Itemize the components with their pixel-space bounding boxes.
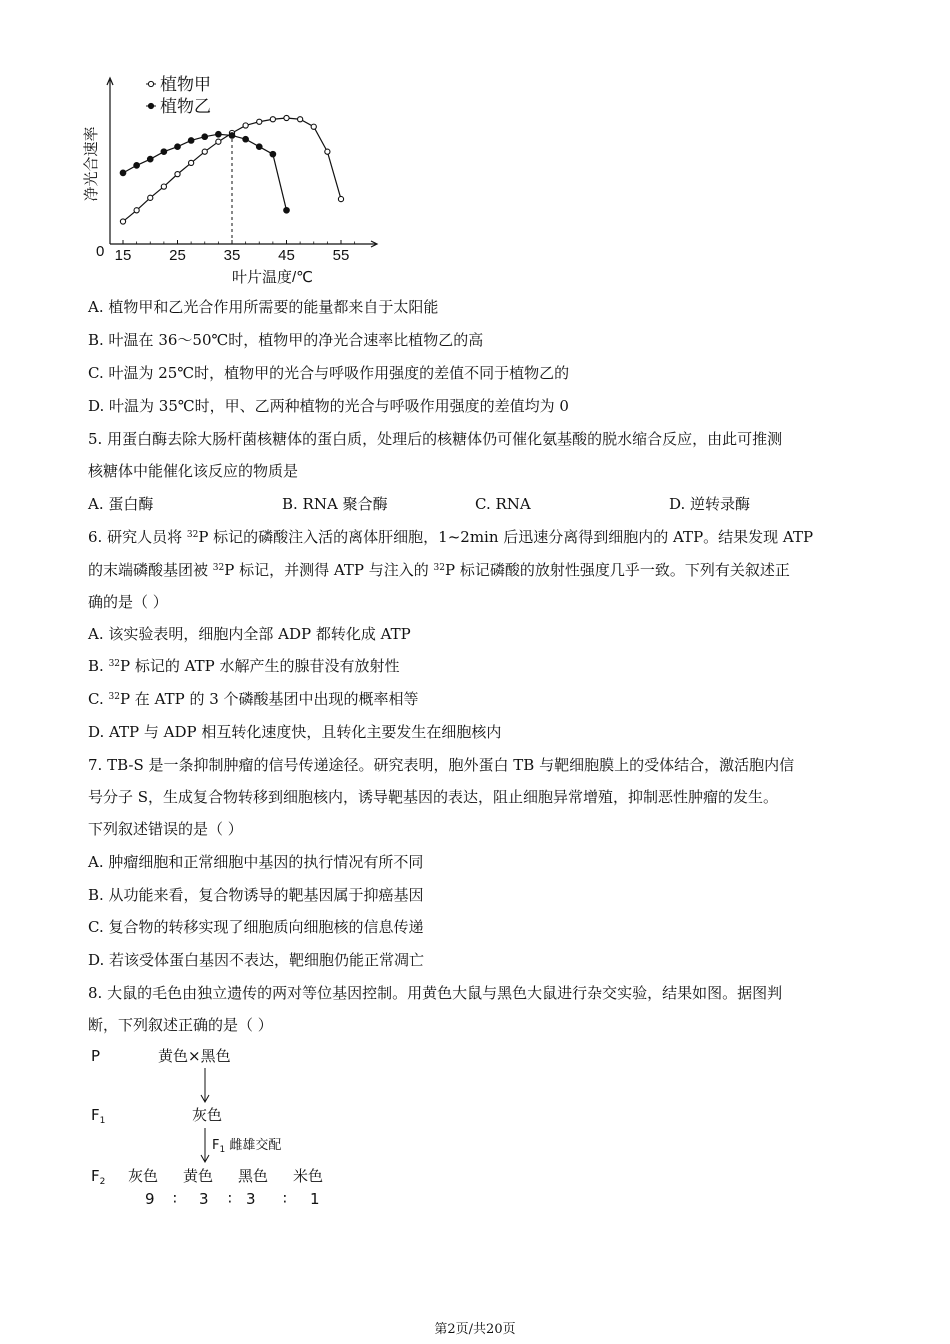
x-axis-label: 叶片温度/℃ (232, 269, 314, 286)
q5-option-b: B. RNA 聚合酶 (282, 495, 388, 513)
plant-yi-point (188, 138, 194, 144)
q8-stem-line2: 断，下列叙述正确的是（ ） (88, 1016, 273, 1034)
plant-jia-point (175, 172, 180, 177)
plant-yi-point (161, 149, 167, 155)
cross-arrow-label: $F_1$ 雌雄交配 (212, 1138, 282, 1155)
q6-option-b: B. $^{32}$P 标记的 ATP 水解产生的腺苷没有放射性 (88, 657, 400, 675)
legend-marker (148, 103, 153, 108)
q4-option-d: D. 叶温为 35℃时，甲、乙两种植物的光合与呼吸作用强度的差值均为 0 (88, 397, 569, 415)
q6-stem-line1: 6. 研究人员将 $^{32}$P 标记的磷酸注入活的离体肝细胞，1~2min 后迅速分离得到细胞内的 ATP。结果发现 ATP (88, 528, 814, 546)
plant-jia-point (216, 139, 221, 144)
legend-label: 植物乙 (160, 97, 211, 116)
f2-ratio-yellow: 3 (199, 1190, 209, 1208)
plant-jia-point (189, 160, 194, 165)
q5-option-a: A. 蛋白酶 (88, 495, 154, 513)
plant-jia-point (298, 117, 303, 122)
plant-jia-point (284, 115, 289, 120)
q5-option-d: D. 逆转录酶 (669, 495, 751, 513)
x-tick-label: 45 (278, 247, 295, 264)
page-footer: 第2页/共20页 (434, 1322, 516, 1337)
cross-parent-phenotypes: 黄色×黑色 (158, 1047, 231, 1065)
plant-yi-point (216, 131, 222, 137)
plant-jia-point (161, 184, 166, 189)
cross-f1-label: $F_1$ (91, 1106, 106, 1126)
q6-option-d: D. ATP 与 ADP 相互转化速度快，且转化主要发生在细胞核内 (88, 723, 502, 741)
q6-stem-line3: 确的是（ ） (88, 593, 168, 611)
y-axis-label: 净光合速率 (83, 126, 100, 202)
q4-option-b: B. 叶温在 36～50℃时，植物甲的净光合速率比植物乙的高 (88, 331, 484, 349)
f2-ratio-cream: 1 (310, 1190, 320, 1208)
plant-jia-point (148, 195, 153, 200)
origin-label: 0 (96, 243, 105, 260)
plant-yi-point (256, 144, 262, 150)
f2-ratio-gray: 9 (145, 1190, 155, 1208)
q5-options (88, 494, 868, 514)
q6-option-c: C. $^{32}$P 在 ATP 的 3 个磷酸基团中出现的概率相等 (88, 690, 419, 708)
plant-jia-point (202, 149, 207, 154)
q5-stem-line2: 核糖体中能催化该反应的物质是 (88, 462, 299, 480)
plant-jia-point (120, 219, 125, 224)
plant-yi-point (202, 134, 208, 140)
plant-yi-point (147, 156, 153, 162)
plant-yi-point (134, 163, 140, 169)
cross-f2-label: $F_2$ (91, 1167, 106, 1187)
photosynthesis-chart (80, 68, 400, 286)
cross-f1-phenotype: 灰色 (192, 1106, 223, 1124)
plant-jia-point (134, 208, 139, 213)
chart-labels (82, 75, 349, 286)
ratio-separator: ∶ (173, 1190, 177, 1208)
f2-ratio-black: 3 (246, 1190, 256, 1208)
cross-p-label: P (91, 1047, 101, 1065)
plant-yi-point (270, 151, 276, 157)
q7-stem-line2: 号分子 S，生成复合物转移到细胞核内，诱导靶基因的表达，阻止细胞异常增殖，抑制恶性肿瘤的发生。 (88, 788, 779, 806)
f2-phenotype-gray: 灰色 (128, 1167, 159, 1185)
q4-option-a: A. 植物甲和乙光合作用所需要的能量都来自于太阳能 (88, 298, 439, 316)
plant-yi-point (120, 170, 126, 176)
plant-yi-point (175, 144, 181, 150)
q8-stem-line1: 8. 大鼠的毛色由独立遗传的两对等位基因控制。用黄色大鼠与黑色大鼠进行杂交实验，结果如图。据图判 (88, 984, 783, 1002)
x-tick-label: 35 (223, 247, 241, 264)
q7-stem-line1: 7. TB-S 是一条抑制肿瘤的信号传递途径。研究表明，胞外蛋白 TB 与靶细胞膜上的受体结合，激活胞内信 (88, 756, 795, 774)
plant-yi-point (229, 133, 235, 139)
plant-jia-point (257, 119, 262, 124)
legend-label: 植物甲 (160, 75, 211, 94)
legend-marker (148, 81, 153, 86)
f2-phenotype-yellow: 黄色 (183, 1167, 214, 1185)
q7-option-a: A. 肿瘤细胞和正常细胞中基因的执行情况有所不同 (88, 853, 424, 871)
plant-jia-point (270, 117, 275, 122)
q5-option-c: C. RNA (475, 495, 531, 513)
plant-jia-point (338, 196, 343, 201)
x-tick-label: 55 (332, 247, 350, 264)
plant-yi-point (243, 136, 249, 142)
chart-axes (107, 78, 377, 247)
f2-phenotype-black: 黑色 (238, 1167, 269, 1185)
q7-option-c: C. 复合物的转移实现了细胞质向细胞核的信息传递 (88, 918, 424, 936)
x-tick-label: 15 (114, 247, 132, 264)
q7-option-b: B. 从功能来看，复合物诱导的靶基因属于抑癌基因 (88, 886, 424, 904)
q7-option-d: D. 若该受体蛋白基因不表达，靶细胞仍能正常凋亡 (88, 951, 425, 969)
arrow-p-to-f1 (198, 1068, 212, 1104)
ratio-separator: ∶ (283, 1190, 287, 1208)
plant-jia-point (311, 124, 316, 129)
plant-jia-point (325, 149, 330, 154)
ratio-separator: ∶ (228, 1190, 232, 1208)
f2-phenotype-cream: 米色 (293, 1167, 324, 1185)
plant-jia-point (243, 123, 248, 128)
q6-option-a: A. 该实验表明，细胞内全部 ADP 都转化成 ATP (88, 625, 411, 643)
q5-stem-line1: 5. 用蛋白酶去除大肠杆菌核糖体的蛋白质，处理后的核糖体仍可催化氨基酸的脱水缩合反应，由此可推测 (88, 430, 783, 448)
plant-yi-point (284, 208, 290, 214)
q6-stem-line2: 的末端磷酸基团被 $^{32}$P 标记，并测得 ATP 与注入的 $^{32}$P 标记磷酸的放射性强度几乎一致。下列有关叙述正 (88, 561, 790, 579)
q4-option-c: C. 叶温为 25℃时，植物甲的光合与呼吸作用强度的差值不同于植物乙的 (88, 364, 570, 382)
q7-stem-line3: 下列叙述错误的是（ ） (88, 820, 243, 838)
arrow-f1-to-f2 (198, 1128, 212, 1164)
x-tick-label: 25 (169, 247, 186, 264)
